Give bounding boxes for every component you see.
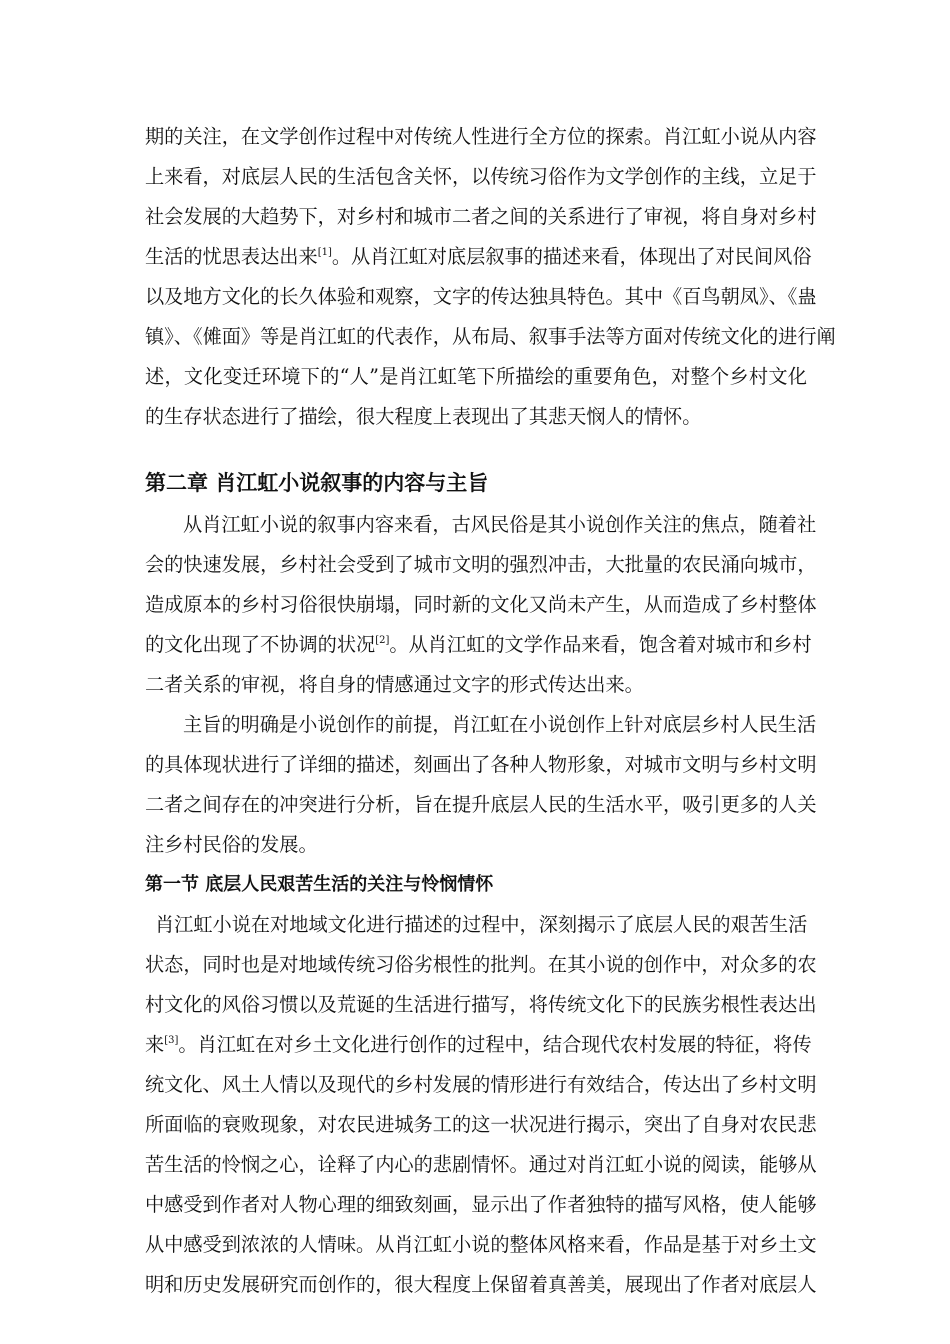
citation-ref: [2]	[375, 635, 390, 646]
text-line: 所面临的衰败现象，对农民进城务工的这一状况进行揭示，突出了自身对农民悲	[145, 1113, 817, 1136]
text-line: 会的快速发展，乡村社会受到了城市文明的强烈冲击，大批量的农民涌向城市，	[145, 553, 817, 576]
text-line: 述，文化变迁环境下的“人”是肖江虹笔下所描绘的重要角色，对整个乡村文化	[145, 365, 807, 388]
text-line: 肖江虹小说在对地域文化进行描述的过程中，深刻揭示了底层人民的艰苦生活	[155, 913, 808, 936]
text-segment: 生活的忧思表达出来	[145, 245, 318, 268]
section-title: 第一节 底层人民艰苦生活的关注与怜悯情怀	[145, 874, 494, 895]
citation-ref: [3]	[164, 1035, 179, 1046]
text-line: 造成原本的乡村习俗很快崩塌，同时新的文化又尚未产生，从而造成了乡村整体	[145, 593, 817, 616]
section-paragraph	[145, 905, 817, 1305]
text-line: 中感受到作者对人物心理的细致刻画，显示出了作者独特的描写风格，使人能够	[145, 1193, 817, 1216]
text-segment: 的文化出现了不协调的状况	[145, 633, 376, 656]
text-line	[145, 1025, 812, 1065]
text-line: 苦生活的怜悯之心，诠释了内心的悲剧情怀。通过对肖江虹小说的阅读，能够从	[145, 1153, 817, 1176]
text-line: 期的关注，在文学创作过程中对传统人性进行全方位的探索。肖江虹小说从内容	[145, 125, 817, 148]
text-segment: 来	[145, 1033, 165, 1056]
chapter-paragraph-2	[145, 705, 817, 865]
text-line	[145, 237, 812, 277]
text-line: 二者关系的审视，将自身的情感通过文字的形式传达出来。	[145, 673, 644, 696]
text-line: 主旨的明确是小说创作的前提，肖江虹在小说创作上针对底层乡村人民生活	[183, 713, 817, 736]
text-segment: 。从肖江虹对底层叙事的描述来看，体现出了对民间风俗	[331, 245, 812, 268]
text-line: 从肖江虹小说的叙事内容来看，古风民俗是其小说创作关注的焦点，随着社	[183, 513, 817, 536]
document-page	[145, 117, 836, 1305]
text-line: 镇》、《傩面》等是肖江虹的代表作，从布局、叙事手法等方面对传统文化的进行阐	[145, 325, 836, 348]
text-line: 以及地方文化的长久体验和观察，文字的传达独具特色。其中《百鸟朝凤》、《蛊	[145, 285, 817, 308]
chapter-paragraph-1	[145, 505, 817, 705]
text-line: 二者之间存在的冲突进行分析，旨在提升底层人民的生活水平，吸引更多的人关	[145, 793, 817, 816]
text-line: 的生存状态进行了描绘，很大程度上表现出了其悲天悯人的情怀。	[145, 405, 702, 428]
text-line: 的具体现状进行了详细的描述，刻画出了各种人物形象，对城市文明与乡村文明	[145, 753, 817, 776]
text-line: 从中感受到浓浓的人情味。从肖江虹小说的整体风格来看，作品是基于对乡土文	[145, 1233, 817, 1256]
text-line: 社会发展的大趋势下，对乡村和城市二者之间的关系进行了审视，将自身对乡村	[145, 205, 817, 228]
chapter-title: 第二章 肖江虹小说叙事的内容与主旨	[145, 471, 489, 495]
citation-ref: [1]	[317, 247, 332, 258]
text-line: 上来看，对底层人民的生活包含关怀，以传统习俗作为文学创作的主线，立足于	[145, 165, 817, 188]
text-line: 统文化、风土人情以及现代的乡村发展的情形进行有效结合，传达出了乡村文明	[145, 1073, 817, 1096]
text-line: 状态，同时也是对地域传统习俗劣根性的批判。在其小说的创作中，对众多的农	[145, 953, 817, 976]
text-line: 村文化的风俗习惯以及荒诞的生活进行描写，将传统文化下的民族劣根性表达出	[145, 993, 817, 1016]
text-line: 注乡村民俗的发展。	[145, 833, 318, 856]
intro-paragraph	[145, 117, 836, 437]
text-line	[145, 625, 812, 665]
text-segment: 。从肖江虹的文学作品来看，饱含着对城市和乡村	[389, 633, 812, 656]
text-line: 明和历史发展研究而创作的，很大程度上保留着真善美，展现出了作者对底层人	[145, 1273, 817, 1296]
text-segment: 。肖江虹在对乡土文化进行创作的过程中，结合现代农村发展的特征，将传	[178, 1033, 812, 1056]
